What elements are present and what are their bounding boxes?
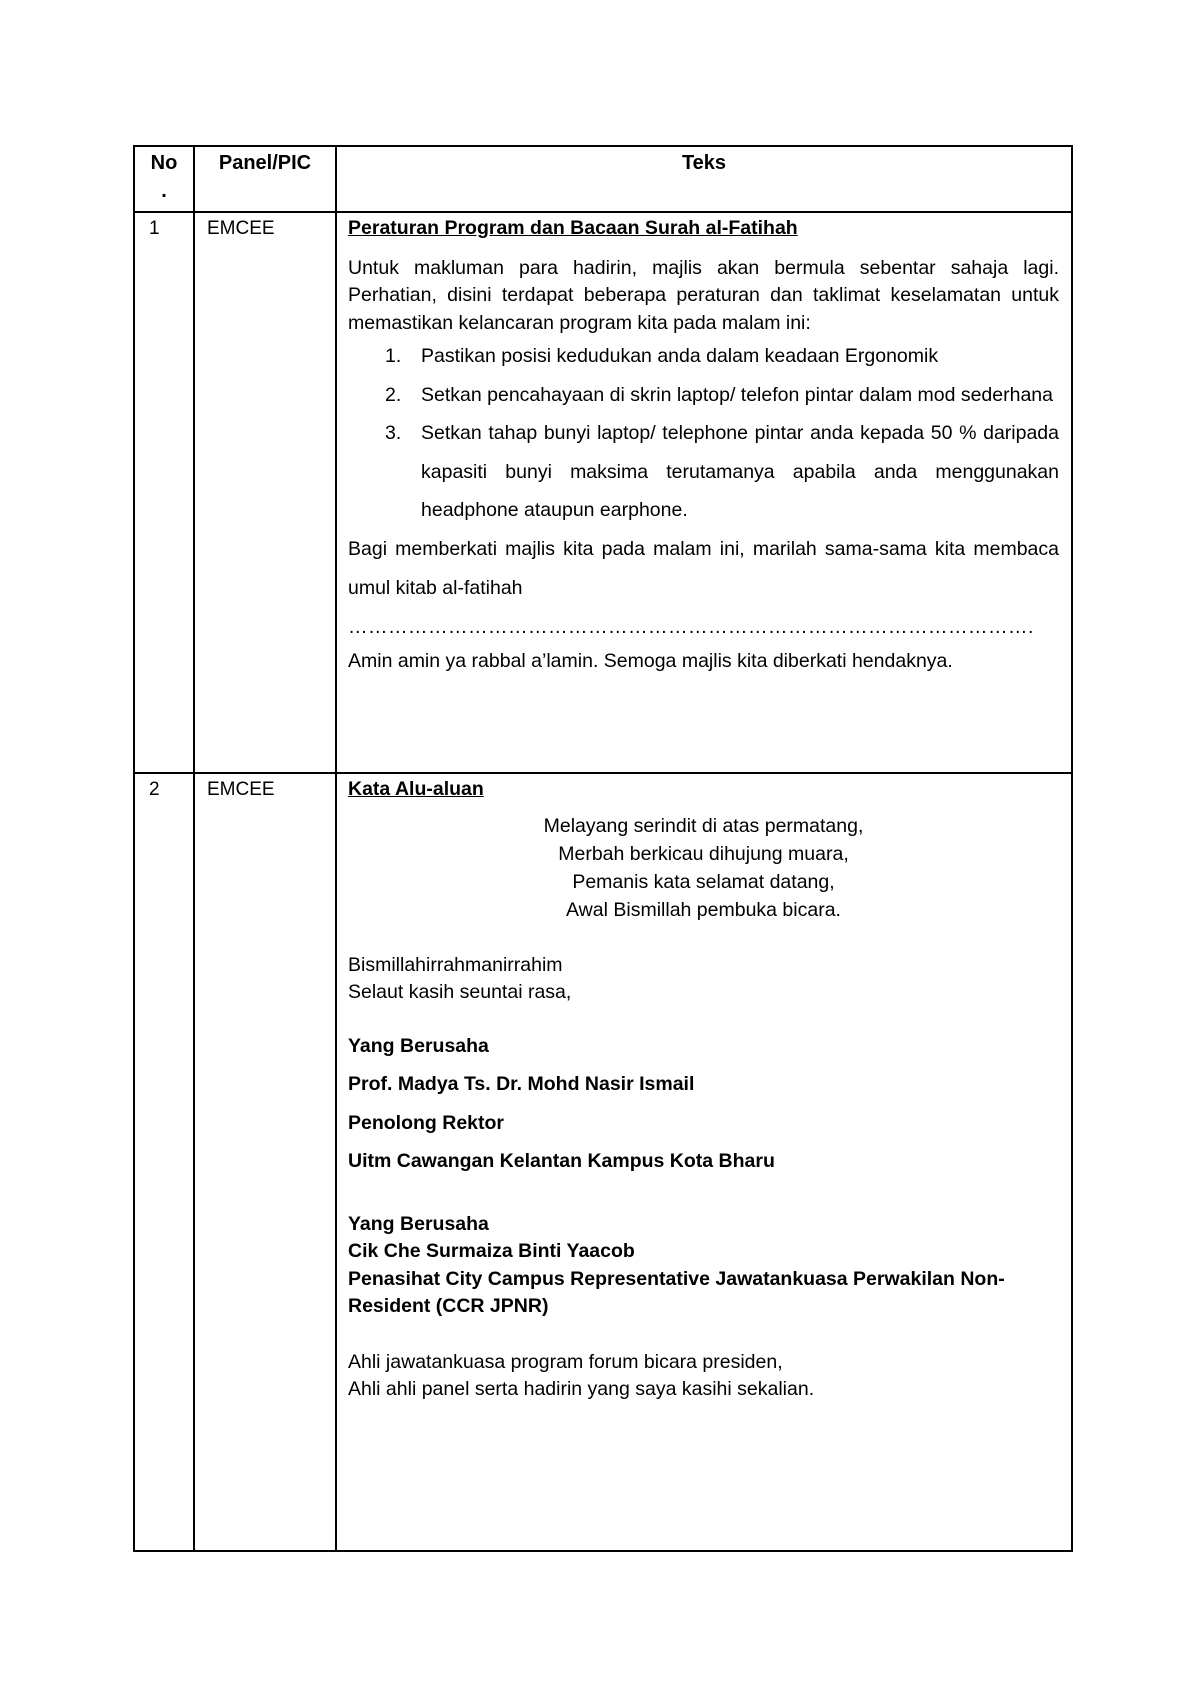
- guest-line: Yang Berusaha: [348, 1212, 489, 1235]
- section-title: Kata Alu-aluan: [348, 778, 484, 800]
- row-pic: EMCEE: [194, 212, 336, 773]
- opening-line: Selaut kasih seuntai rasa,: [348, 981, 572, 1003]
- header-no-dot: .: [161, 180, 167, 202]
- poem-line: Merbah berkicau dihujung muara,: [558, 842, 849, 865]
- header-no-label: No: [150, 152, 178, 174]
- row-text: [336, 212, 1072, 773]
- guest-line: Uitm Cawangan Kelantan Kampus Kota Bharu: [348, 1150, 775, 1172]
- audience-line: Ahli jawatankuasa program forum bicara presiden,: [348, 1350, 783, 1373]
- row-number: 2: [134, 773, 194, 1551]
- table-header-row: [134, 146, 1072, 212]
- list-number: 2.: [385, 383, 402, 406]
- audience-lines: [348, 1349, 1059, 1404]
- pantun-verse: [348, 812, 1059, 924]
- table-row: [134, 773, 1072, 1551]
- poem-line: Melayang serindit di atas permatang,: [543, 814, 864, 837]
- list-text: Pastikan posisi kedudukan anda dalam keadaan Ergonomik: [421, 345, 939, 367]
- header-panel: Panel/PIC: [194, 146, 336, 212]
- table-row: [134, 212, 1072, 773]
- guest-block-1: [348, 1027, 1059, 1181]
- intro-paragraph: Untuk makluman para hadirin, majlis akan bermula sebentar sahaja lagi. Perhatian, disini terdapat beberapa peraturan dan taklimat keselamatan untuk memastikan kelancaran program kita pada malam ini:: [348, 256, 1059, 334]
- row-number: 1: [134, 212, 194, 773]
- list-text: Setkan tahap bunyi laptop/ telephone pintar anda kepada 50 % daripada kapasiti bunyi maksima terutamanya apabila anda menggunakan headphone ataupun earphone.: [421, 422, 1059, 521]
- rules-list: [348, 337, 1059, 530]
- list-text: Setkan pencahayaan di skrin laptop/ telefon pintar dalam mod sederhana: [421, 383, 1053, 406]
- guest-block-2: [348, 1211, 1059, 1321]
- dotted-line: ………………………………………………………………………………………….: [348, 615, 1034, 638]
- list-item: [348, 414, 1059, 530]
- amin-paragraph: Amin amin ya rabbal a’lamin. Semoga majlis kita diberkati hendaknya.: [348, 649, 953, 672]
- row-pic: EMCEE: [194, 773, 336, 1551]
- header-no: [134, 146, 194, 212]
- guest-line: Yang Berusaha: [348, 1034, 489, 1057]
- opening-lines: [348, 952, 1059, 1007]
- section-title: Peraturan Program dan Bacaan Surah al-Fatihah: [348, 217, 798, 239]
- blessing-paragraph: Bagi memberkati majlis kita pada malam ini, marilah sama-sama kita membaca umul kitab al-fatihah: [348, 537, 1059, 599]
- list-item: [348, 337, 1059, 376]
- guest-line: Prof. Madya Ts. Dr. Mohd Nasir Ismail: [348, 1073, 695, 1095]
- poem-line: Awal Bismillah pembuka bicara.: [566, 898, 841, 921]
- list-number: 3.: [385, 422, 402, 444]
- emcee-script-table: [133, 145, 1073, 1552]
- guest-line: Penasihat City Campus Representative Jawatankuasa Perwakilan Non-Resident (CCR JPNR): [348, 1267, 1005, 1317]
- header-teks: Teks: [336, 146, 1072, 212]
- list-item: [348, 376, 1059, 415]
- guest-line: Cik Che Surmaiza Binti Yaacob: [348, 1240, 635, 1262]
- row-text: [336, 773, 1072, 1551]
- list-number: 1.: [385, 345, 402, 367]
- opening-line: Bismillahirrahmanirrahim: [348, 953, 563, 976]
- poem-line: Pemanis kata selamat datang,: [572, 870, 835, 893]
- guest-line: Penolong Rektor: [348, 1111, 505, 1134]
- audience-line: Ahli ahli panel serta hadirin yang saya kasihi sekalian.: [348, 1378, 815, 1400]
